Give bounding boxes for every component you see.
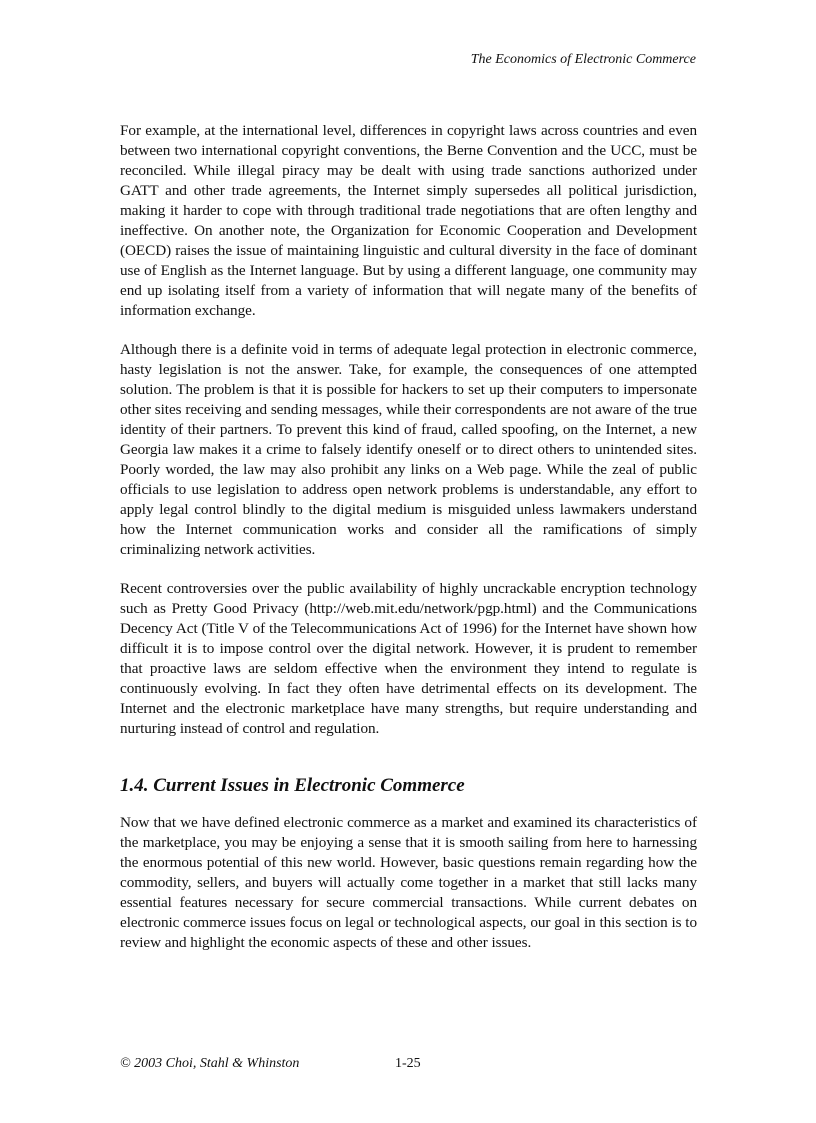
paragraph-hasty-legislation: Although there is a definite void in terms of adequate legal protection in electronic commerce, hasty legislation is not the answer. Take, for example, the consequences of one attempted solution. The problem is that it is possible for hackers to set up their computers to impersonate other sites receiving and sending messages, while their correspondents are not aware of the true identity of their partners. To prevent this kind of fraud, called spoofing, on the Internet, a new Georgia law makes it a crime to falsely identify oneself or to direct others to unintended sites. Poorly worded, the law may also prohibit any links on a Web page. While the zeal of public officials to use legislation to address open network problems is understandable, any effort to apply legal control blindly to the digital medium is misguided unless lawmakers understand how the Internet communication works and consider all the ramifications of simply criminalizing network activities.: [120, 341, 697, 558]
paragraph-copyright-conventions: For example, at the international level, differences in copyright laws across countries and even between two international copyright conventions, the Berne Convention and the UCC, must be reconciled. While illegal piracy may be dealt with using trade sanctions authorized under GATT and other trade agreements, the Internet simply supersedes all political jurisdiction, making it harder to cope with through traditional trade negotiations that are often lengthy and ineffective. On another note, the Organization for Economic Cooperation and Development (OECD) raises the issue of maintaining linguistic and cultural diversity in the face of dominant use of English as the Internet language. But by using a different language, one community may end up isolating itself from a variety of information that will negate many of the benefits of information exchange.: [120, 122, 697, 319]
paragraph-encryption-controversies: Recent controversies over the public availability of highly uncrackable encryption technology such as Pretty Good Privacy (http://web.mit.edu/network/pgp.html) and the Communications Decency Act (Title V of the Telecommunications Act of 1996) for the Internet have shown how difficult it is to impose control over the digital network. However, it is prudent to remember that proactive laws are seldom effective when the environment they intend to regulate is continuously evolving. In fact they often have detrimental effects on its development. The Internet and the electronic marketplace have many strengths, but require understanding and nurturing instead of control and regulation.: [120, 580, 697, 737]
paragraph-current-issues: Now that we have defined electronic commerce as a market and examined its characteristics of the marketplace, you may be enjoying a sense that it is smooth sailing from here to harnessing the enormous potential of this new world. However, basic questions remain regarding how the commodity, sellers, and buyers will actually come together in a market that still lacks many essential features necessary for secure commercial transactions. While current debates on electronic commerce issues focus on legal or technological aspects, our goal in this section is to review and highlight the economic aspects of these and other issues.: [120, 814, 697, 951]
section-heading: 1.4. Current Issues in Electronic Commerce: [120, 775, 465, 796]
running-header: The Economics of Electronic Commerce: [470, 52, 696, 67]
page-content: [120, 121, 697, 972]
footer-copyright: © 2003 Choi, Stahl & Whinston: [120, 1056, 300, 1071]
page-footer: [120, 1054, 697, 1074]
page-number: 1-25: [395, 1056, 421, 1071]
